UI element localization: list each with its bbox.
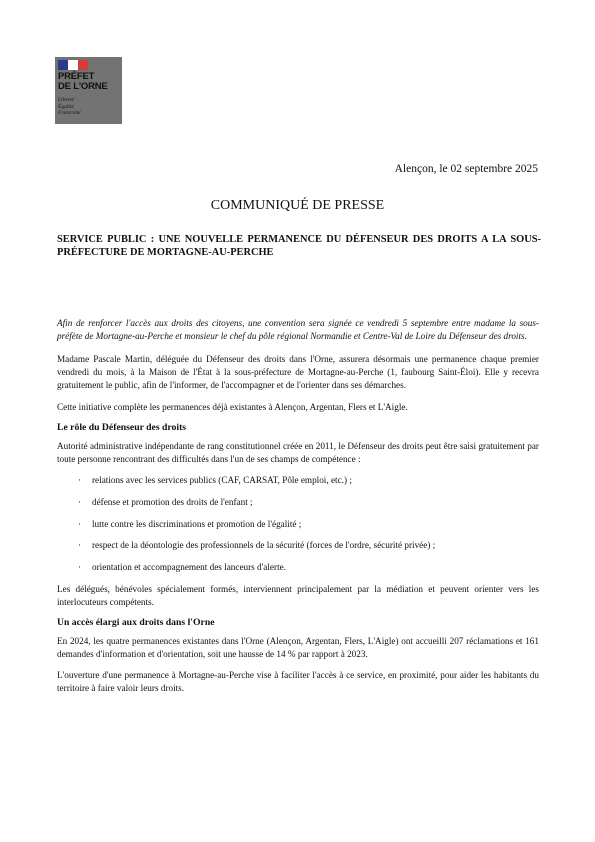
list-item-text: orientation et accompagnement des lanceurs d'alerte. [92,562,286,573]
logo-motto [58,97,81,117]
motto-egalite: Égalité [58,103,74,110]
list-item [57,518,539,531]
list-item-text: lutte contre les discriminations et promotion de l'égalité ; [92,518,302,529]
section-heading-access: Un accès élargi aux droits dans l'Orne [57,617,215,629]
list-item [57,539,539,552]
list-item [57,474,539,487]
list-item [57,496,539,509]
logo-title-line1: PRÉFET [58,71,95,82]
list-item-text: relations avec les services publics (CAF, CARSAT, Pôle emploi, etc.) ; [92,475,352,486]
flag-white-band [68,60,78,70]
paragraph-opening: L'ouverture d'une permanence à Mortagne-au-Perche vise à faciliter l'accès à ce service, en proximité, pour aider les habitants du territoire à faire valoir leurs droits. [57,670,539,694]
motto-fraternite: Fraternité [58,110,81,116]
paragraph-statistics: En 2024, les quatre permanences existantes dans l'Orne (Alençon, Argentan, Flers, L'Aigle) ont accueilli 207 réclamations et 161 demandes d'information et d'orientation, soit une hausse de 14 % par rapport à 2023. [57,635,539,659]
release-body [57,317,539,695]
bullet-icon: · [78,540,82,551]
intro-paragraph: Afin de renforcer l'accès aux droits des citoyens, une convention sera signée ce vendredi 5 septembre entre madame la sous-préfète de Mortagne-au-Perche et monsieur le chef du pôle régional Normandie et Centre-Val de Loire du Défenseur des droits. [57,318,539,341]
flag-blue-band [58,60,68,70]
paragraph-initiative: Cette initiative complète les permanences déjà existantes à Alençon, Argentan, Flers et L'Aigle. [57,401,408,412]
release-title: SERVICE PUBLIC : UNE NOUVELLE PERMANENCE DU DÉFENSEUR DES DROITS A LA SOUS-PRÉFECTURE DE MORTAGNE-AU-PERCHE [57,234,541,258]
bullet-icon: · [78,497,82,508]
paragraph-permanence: Madame Pascale Martin, déléguée du Défenseur des droits dans l'Orne, assurera désormais une permanence chaque premier vendredi du mois, à la Maison de l'État à la sous-préfecture de Mortagne-au-Perche (1, faubourg Saint-Éloi). Elle y recevra gratuitement le public, afin de l'informer, de l'accompagner et de l'orienter dans ses démarches. [57,354,539,390]
motto-liberte: Liberté [58,97,74,103]
section-heading-role: Le rôle du Défenseur des droits [57,422,187,434]
competence-list [57,474,539,574]
bullet-icon: · [78,475,82,486]
tricolor-flag-icon [58,60,88,70]
bullet-icon: · [78,518,82,529]
press-release-heading: COMMUNIQUÉ DE PRESSE [210,198,385,213]
paragraph-role: Autorité administrative indépendante de rang constitutionnel créée en 2011, le Défenseur des droits peut être saisi gratuitement par toute personne rencontrant des difficultés dans l'un de ses champs de compétence : [57,440,539,464]
list-item-text: respect de la déontologie des professionnels de la sécurité (forces de l'ordre, sécurité privée) ; [92,540,436,551]
prefecture-logo [55,57,122,124]
list-item [57,561,539,574]
bullet-icon: · [78,562,82,573]
paragraph-delegates: Les délégués, bénévoles spécialement formés, interviennent principalement par la médiation et peuvent orienter vers les interlocuteurs compétents. [57,583,539,607]
logo-title-line2: DE L'ORNE [58,81,108,92]
flag-red-band [78,60,88,70]
date-line: Alençon, le 02 septembre 2025 [394,163,538,175]
list-item-text: défense et promotion des droits de l'enfant ; [92,497,253,508]
